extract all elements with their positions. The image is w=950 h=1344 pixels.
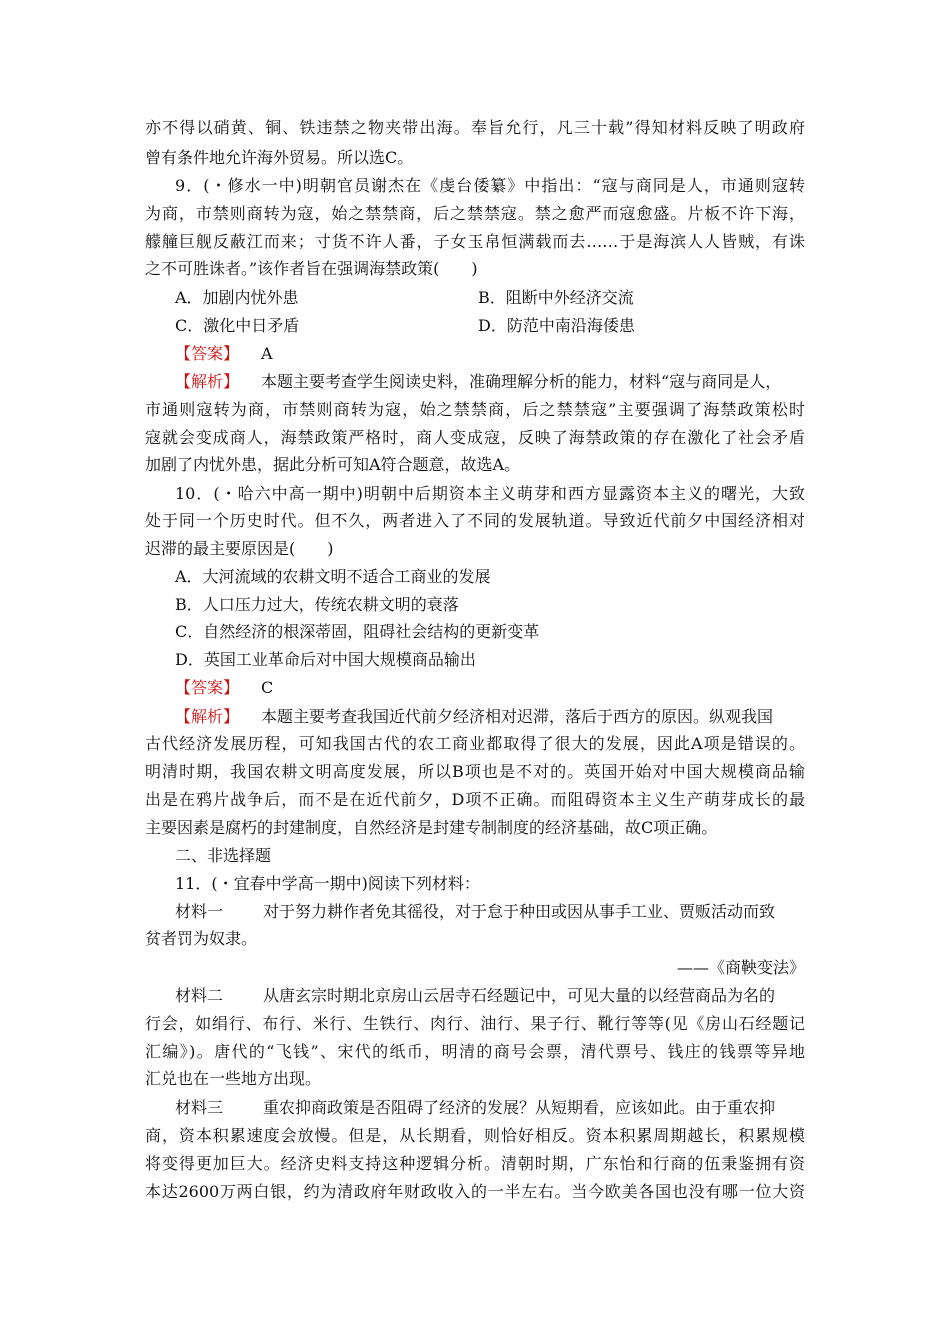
q11-material-1-line-1 <box>175 902 805 922</box>
q10-answer-tag: 【答案】 <box>175 678 240 697</box>
q9-option-d: D．防范中南沿海倭患 <box>478 316 635 335</box>
q11-material-2-line-2: 行会，如绢行、布行、米行、生铁行、肉行、油行、果子行、靴行等等(见《房山石经题记 <box>145 1014 805 1033</box>
q11-material-3-label: 材料三 <box>175 1098 224 1117</box>
section-heading: 二、非选择题 <box>175 846 272 865</box>
q10-stem-line-2: 处于同一个历史时代。但不久，两者进入了不同的发展轨道。导致近代前夕中国经济相对 <box>145 511 805 530</box>
q9-stem-line-4: 之不可胜诛者。”该作者旨在强调海禁政策( ) <box>145 259 478 278</box>
q11-material-3-line-4: 本达2600万两白银，约为清政府年财政收入的一半左右。当今欧美各国也没有哪一位大资 <box>145 1182 805 1201</box>
q9-option-a: A．加剧内忧外患 <box>175 288 299 307</box>
q9-analysis-line-4: 加剧了内忧外患，据此分析可知A符合题意，故选A。 <box>145 455 521 474</box>
q10-option-d: D．英国工业革命后对中国大规模商品输出 <box>175 650 476 669</box>
q9-stem-line-2: 为商，市禁则商转为寇，始之禁禁商，后之禁禁寇。禁之愈严而寇愈盛。片板不许下海， <box>145 204 805 223</box>
q11-material-1-source: ——《商鞅变法》 <box>676 958 805 977</box>
q11-material-2-line-3: 汇编》)。唐代的“飞钱”、宋代的纸币，明清的商号会票，清代票号、钱庄的钱票等异地 <box>145 1042 805 1061</box>
q11-material-2-line-4: 汇兑也在一些地方出现。 <box>145 1069 322 1088</box>
q9-stem-line-3: 艨艟巨舰反蔽江而来；寸货不许人番，子女玉帛恒满载而去……于是海滨人人皆贼，有诛 <box>145 232 805 251</box>
q11-material-3-line-3: 将变得更加巨大。经济史料支持这种逻辑分析。清朝时期，广东怡和行商的伍秉鉴拥有资 <box>145 1154 805 1173</box>
q11-material-1-text-1: 对于努力耕作者免其徭役，对于怠于种田或因从事手工业、贾贩活动而致 <box>263 902 776 921</box>
q9-answer-tag: 【答案】 <box>175 344 240 363</box>
prev-analysis-line-2: 曾有条件地允许海外贸易。所以选C。 <box>145 148 414 167</box>
q10-option-c: C．自然经济的根深蒂固，阻碍社会结构的更新变革 <box>175 622 540 641</box>
q9-analysis-text-1: 本题主要考查学生阅读史料，准确理解分析的能力，材料“寇与商同是人， <box>261 372 782 391</box>
q10-option-b: B．人口压力过大，传统农耕文明的衰落 <box>175 595 459 614</box>
q11-stem: 11．(・宜春中学高一期中)阅读下列材料： <box>175 874 480 893</box>
q10-analysis-tag: 【解析】 <box>175 707 240 726</box>
q10-answer-value: C <box>261 678 274 697</box>
q11-material-1-line-2: 贫者罚为奴隶。 <box>145 929 258 948</box>
q11-material-2-label: 材料二 <box>175 986 224 1005</box>
q10-stem-line-1: 10．(・哈六中高一期中)明朝中后期资本主义萌芽和西方显露资本主义的曙光，大致 <box>175 484 805 503</box>
q9-answer-value: A <box>261 344 273 363</box>
q9-answer-line <box>175 344 805 364</box>
q11-material-3-line-2: 商，资本积累速度会放慢。但是，从长期看，则恰好相反。资本积累周期越长，积累规模 <box>145 1126 805 1145</box>
q9-analysis-tag: 【解析】 <box>175 372 240 391</box>
q11-material-1-label: 材料一 <box>175 902 224 921</box>
q10-stem-line-3: 迟滞的最主要原因是( ) <box>145 539 334 558</box>
q10-analysis-line-3: 明清时期，我国农耕文明高度发展，所以B项也是不对的。英国开始对中国大规模商品输 <box>145 762 805 781</box>
q9-option-c: C．激化中日矛盾 <box>175 316 300 335</box>
q9-analysis-line-2: 市通则寇转为商，市禁则商转为寇，始之禁禁商，后之禁禁寇”主要强调了海禁政策松时 <box>145 400 805 419</box>
q10-analysis-line-4: 出是在鸦片战争后，而不是在近代前夕，D项不正确。而阻碍资本主义生产萌芽成长的最 <box>145 790 805 809</box>
q11-material-3-line-1 <box>175 1098 805 1118</box>
q9-analysis-line-3: 寇就会变成商人，海禁政策严格时，商人变成寇，反映了海禁政策的存在激化了社会矛盾 <box>145 428 805 447</box>
q11-material-3-text-1: 重农抑商政策是否阻碍了经济的发展？从短期看，应该如此。由于重农抑 <box>263 1098 776 1117</box>
q10-analysis-line-2: 古代经济发展历程，可知我国古代的农工商业都取得了很大的发展，因此A项是错误的。 <box>145 734 805 753</box>
q11-material-2-line-1 <box>175 986 805 1006</box>
q9-analysis-line-1 <box>175 372 805 392</box>
q10-analysis-text-1: 本题主要考查我国近代前夕经济相对迟滞，落后于西方的原因。纵观我国 <box>261 707 774 726</box>
q11-material-2-text-1: 从唐玄宗时期北京房山云居寺石经题记中，可见大量的以经营商品为名的 <box>263 986 776 1005</box>
q10-answer-line <box>175 678 805 698</box>
q9-stem-line-1: 9．(・修水一中)明朝官员谢杰在《虔台倭纂》中指出：“寇与商同是人，市通则寇转 <box>175 176 805 195</box>
q10-analysis-line-5: 主要因素是腐朽的封建制度，自然经济是封建专制制度的经济基础，故C项正确。 <box>145 818 718 837</box>
q9-option-b: B．阻断中外经济交流 <box>478 288 634 307</box>
prev-analysis-line-1: 亦不得以硝黄、铜、铁违禁之物夹带出海。奉旨允行，凡三十载”得知材料反映了明政府 <box>145 118 805 137</box>
q10-analysis-line-1 <box>175 707 805 727</box>
q10-option-a: A．大河流域的农耕文明不适合工商业的发展 <box>175 567 491 586</box>
